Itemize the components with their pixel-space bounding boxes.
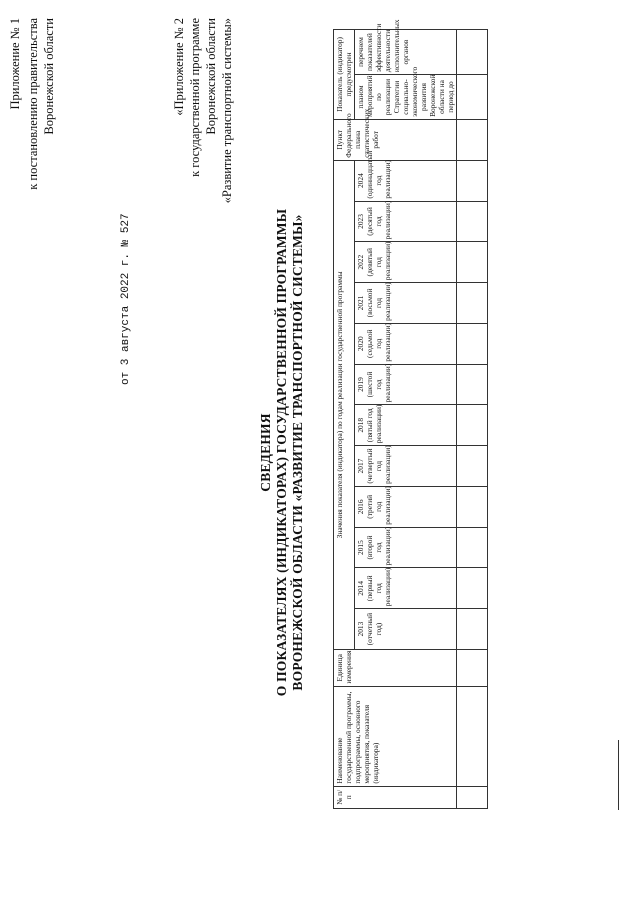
- appendix-1-line-3: Воронежской области: [42, 18, 56, 135]
- col-responsible: Показатель (индикатор) предусмотрен: [334, 30, 355, 120]
- year-label: 2016: [356, 499, 365, 515]
- year-header: [355, 150, 457, 201]
- col-name: Наименование государственной программы, подпрограммы, основного мероприятия, показателя (индикатора): [334, 686, 457, 786]
- year-note: (десятый год реализации): [365, 200, 392, 240]
- year-header: [355, 486, 457, 527]
- year-note: (отчетный год): [365, 612, 383, 646]
- year-label: 2024: [356, 173, 365, 189]
- col-strategy: планом мероприятий по реализации Стратегии социально-экономического развития Воронежской области на период до: [355, 75, 457, 120]
- col-unit: Единица измерения: [334, 649, 457, 686]
- empty-cell: [457, 649, 488, 686]
- year-header: [355, 323, 457, 364]
- empty-cell: [457, 201, 488, 242]
- decree-date: от 3 августа 2022 г. № 527: [120, 213, 132, 385]
- year-label: 2018: [356, 417, 365, 433]
- year-note: (второй год реализации): [365, 526, 392, 566]
- year-label: 2019: [356, 377, 365, 392]
- appendix-2-line-1: «Приложение № 2: [172, 18, 186, 116]
- appendix-2-line-3: Воронежской области: [204, 18, 218, 135]
- year-header: [355, 364, 457, 405]
- doc-title-line-3: ВОРОНЕЖСКОЙ ОБЛАСТИ «РАЗВИТИЕ ТРАНСПОРТНОЙ СИСТЕМЫ»: [290, 214, 305, 691]
- year-note: (восьмой год реализации): [365, 282, 392, 321]
- year-label: 2023: [356, 214, 365, 229]
- empty-cell: [457, 568, 488, 609]
- header-row-1: [334, 30, 355, 809]
- appendix-1-line-1: Приложение № 1: [8, 18, 22, 110]
- year-note: (пятый год реализации): [365, 404, 383, 444]
- col-values: Значения показателя (индикатора) по годам реализации государственной программы: [334, 160, 355, 649]
- year-label: 2021: [356, 295, 365, 311]
- year-header: [355, 405, 457, 446]
- col-effectiveness: перечнем показателей эффективности деятельности исполнительных органов: [355, 30, 457, 75]
- appendix-2-line-4: «Развитие транспортной системы»: [220, 18, 234, 204]
- appendix-1-line-2: к постановлению правительства: [26, 18, 40, 190]
- empty-cell: [457, 119, 488, 160]
- year-label: 2013: [356, 621, 365, 637]
- empty-cell: [457, 405, 488, 446]
- doc-title-line-1: СВЕДЕНИЯ: [258, 413, 273, 492]
- year-note: (первый год реализации): [365, 567, 392, 607]
- year-note: (одиннадцатый год реализации): [365, 150, 392, 199]
- empty-cell: [457, 30, 488, 75]
- year-label: 2014: [356, 580, 365, 596]
- indicators-table: [333, 19, 488, 809]
- col-point: Пункт Федерального плана статистических работ: [334, 119, 457, 160]
- empty-cell: [457, 686, 488, 786]
- year-header: [355, 201, 457, 242]
- year-note: (шестой год реализации): [365, 363, 392, 403]
- year-label: 2015: [356, 540, 365, 555]
- empty-cell: [457, 446, 488, 487]
- empty-cell: [457, 486, 488, 527]
- year-label: 2022: [356, 254, 365, 270]
- year-note: (седьмой год реализации): [365, 323, 392, 362]
- year-header: [355, 609, 457, 650]
- empty-cell: [457, 786, 488, 808]
- year-note: (четвертый год реализации): [365, 445, 392, 484]
- year-header: [355, 283, 457, 324]
- empty-cell: [457, 609, 488, 650]
- year-header: [355, 527, 457, 568]
- year-header: [355, 242, 457, 283]
- year-note: (девятый год реализации): [365, 241, 392, 281]
- empty-cell: [457, 364, 488, 405]
- empty-cell: [457, 323, 488, 364]
- year-note: (третий год реализации): [365, 486, 392, 525]
- appendix-2-line-2: к государственной программе: [188, 18, 202, 177]
- empty-cell: [457, 527, 488, 568]
- stamp-line: [618, 740, 619, 810]
- empty-cell: [457, 283, 488, 324]
- year-header: [355, 568, 457, 609]
- year-header: [355, 446, 457, 487]
- empty-cell: [457, 242, 488, 283]
- col-num: № п/п: [334, 786, 457, 808]
- year-label: 2017: [356, 458, 365, 474]
- year-label: 2020: [356, 336, 365, 352]
- doc-title-line-2: О ПОКАЗАТЕЛЯХ (ИНДИКАТОРАХ) ГОСУДАРСТВЕННОЙ ПРОГРАММЫ: [274, 208, 289, 697]
- table-row: [457, 30, 488, 809]
- empty-cell: [457, 75, 488, 120]
- empty-cell: [457, 160, 488, 201]
